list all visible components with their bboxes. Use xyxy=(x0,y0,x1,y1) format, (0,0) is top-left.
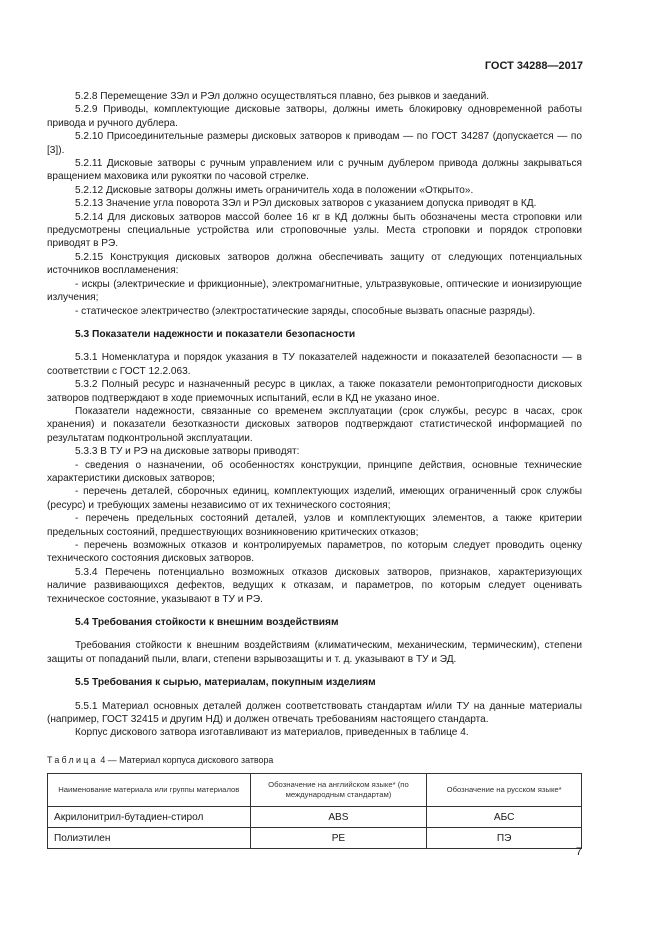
paragraph: - перечень предельных состояний деталей, узлов и комплектующих элементов, а также критерии предельных состояний, предшествующих возникновению критических отказов; xyxy=(47,513,582,538)
paragraph: - искры (электрические и фрикционные), электромагнитные, ультразвуковые, оптические и ионизирующие излучения; xyxy=(47,278,582,304)
section-5-2-paragraphs xyxy=(47,90,582,318)
heading-5-4: 5.4 Требования стойкости к внешним воздействиям xyxy=(75,617,339,629)
heading-5-3: 5.3 Показатели надежности и показатели безопасности xyxy=(75,328,356,340)
table-row xyxy=(48,807,582,828)
paragraph: 5.2.9 Приводы, комплектующие дисковые затворы, должны иметь блокировку одновременной работы привода и ручного дублера. xyxy=(47,104,582,129)
col-header-russian: Обозначение на русском языке* xyxy=(427,774,582,807)
section-5-5-paragraphs xyxy=(47,700,582,740)
paragraph: 5.3.4 Перечень потенциально возможных отказов дисковых затворов, признаков, характеризующих наличие развивающихся дефектов, ведущих к отказам, и параметров, по которым следует оценивать техническое состояние, указывают в ТУ и РЭ. xyxy=(47,566,582,605)
cell-material: Полиэтилен xyxy=(48,828,251,849)
cell-english: ABS xyxy=(250,807,427,828)
page-content xyxy=(47,90,582,849)
page-number: 7 xyxy=(575,846,582,858)
cell-russian: АБС xyxy=(427,807,582,828)
paragraph: 5.3.2 Полный ресурс и назначенный ресурс в циклах, а также показатели ремонтопригодности дисковых затворов подтверждают в ходе приемочных испытаний, если в КД не указано иное. xyxy=(47,379,582,404)
materials-table xyxy=(47,773,582,849)
paragraph: 5.2.8 Перемещение ЗЭл и РЭл должно осуществляться плавно, без рывков и заеданий. xyxy=(75,91,490,102)
cell-material: Акрилонитрил-бутадиен-стирол xyxy=(48,807,251,828)
paragraph: 5.2.10 Присоединительные размеры дисковых затворов к приводам — по ГОСТ 34287 (допускается — по [3]). xyxy=(47,131,582,156)
paragraph: Корпус дискового затвора изготавливают из материалов, приведенных в таблице 4. xyxy=(75,727,469,739)
paragraph: 5.2.13 Значение угла поворота ЗЭл и РЭл дисковых затворов с указанием допуска приводят в КД. xyxy=(75,198,537,210)
paragraph: 5.3.1 Номенклатура и порядок указания в ТУ показателей надежности и показателей безопасности — в соответствии с ГОСТ 12.2.063. xyxy=(47,352,582,377)
paragraph: 5.2.12 Дисковые затворы должны иметь ограничитель хода в положении «Открыто». xyxy=(75,184,474,196)
cell-russian: ПЭ xyxy=(427,828,582,849)
paragraph: 5.2.14 Для дисковых затворов массой более 16 кг в КД должны быть обозначены места строповки или предусмотрены специальные устройства или строповочные узлы. Места строповки и порядок строповки приводят в РЭ. xyxy=(47,211,582,250)
paragraph: - перечень возможных отказов и контролируемых параметров, по которым следует проводить оценку технического состояния дисковых затворов. xyxy=(47,540,582,565)
document-header: ГОСТ 34288—2017 xyxy=(484,60,583,72)
paragraph: 5.2.11 Дисковые затворы с ручным управлением или с ручным дублером привода должны закрываться вращением маховика или рукоятки по часовой стрелке. xyxy=(47,158,582,183)
table-row xyxy=(48,828,582,849)
paragraph: 5.3.3 В ТУ и РЭ на дисковые затворы приводят: xyxy=(75,446,300,458)
table-caption xyxy=(47,754,582,767)
section-5-3-paragraphs xyxy=(47,351,582,606)
table-header-row xyxy=(48,774,582,807)
table-caption-label: Таблица xyxy=(47,754,98,765)
paragraph: - статическое электричество (электростатические заряды, способные вызвать опасные разряды). xyxy=(75,305,536,317)
paragraph: - сведения о назначении, об особенностях конструкции, принципе действия, основные технические характеристики дисковых затворов; xyxy=(47,459,582,484)
paragraph: Требования стойкости к внешним воздействиям (климатическим, механическим, термическим), степени защиты от попаданий пыли, влаги, степени взрывозащиты и т. д. указывают в ТУ и ЭД. xyxy=(47,640,582,665)
heading-5-5: 5.5 Требования к сырью, материалам, покупным изделиям xyxy=(75,677,376,689)
section-5-4-paragraphs xyxy=(47,639,582,666)
cell-english: PE xyxy=(250,828,427,849)
table-caption-text: 4 — Материал корпуса дискового затвора xyxy=(100,754,274,765)
col-header-material: Наименование материала или группы материалов xyxy=(48,774,251,807)
paragraph: - перечень деталей, сборочных единиц, комплектующих изделий, имеющих ограниченный срок службы (ресурс) и требующих замены независимо от их технического состояния; xyxy=(47,486,582,511)
col-header-english: Обозначение на английском языке* (по международным стандартам) xyxy=(250,774,427,807)
paragraph: Показатели надежности, связанные со временем эксплуатации (срок службы, ресурс в часах, срок хранения) и показатели безотказности дисковых затворов подтверждают статистической информацией по результатам подконтрольной эксплуатации. xyxy=(47,405,582,444)
paragraph: 5.5.1 Материал основных деталей должен соответствовать стандартам и/или ТУ на данные материалы (например, ГОСТ 32415 и другим НД) и должен отвечать требованиям настоящего стандарта. xyxy=(47,700,582,726)
paragraph: 5.2.15 Конструкция дисковых затворов должна обеспечивать защиту от следующих потенциальных источников воспламенения: xyxy=(47,251,582,277)
